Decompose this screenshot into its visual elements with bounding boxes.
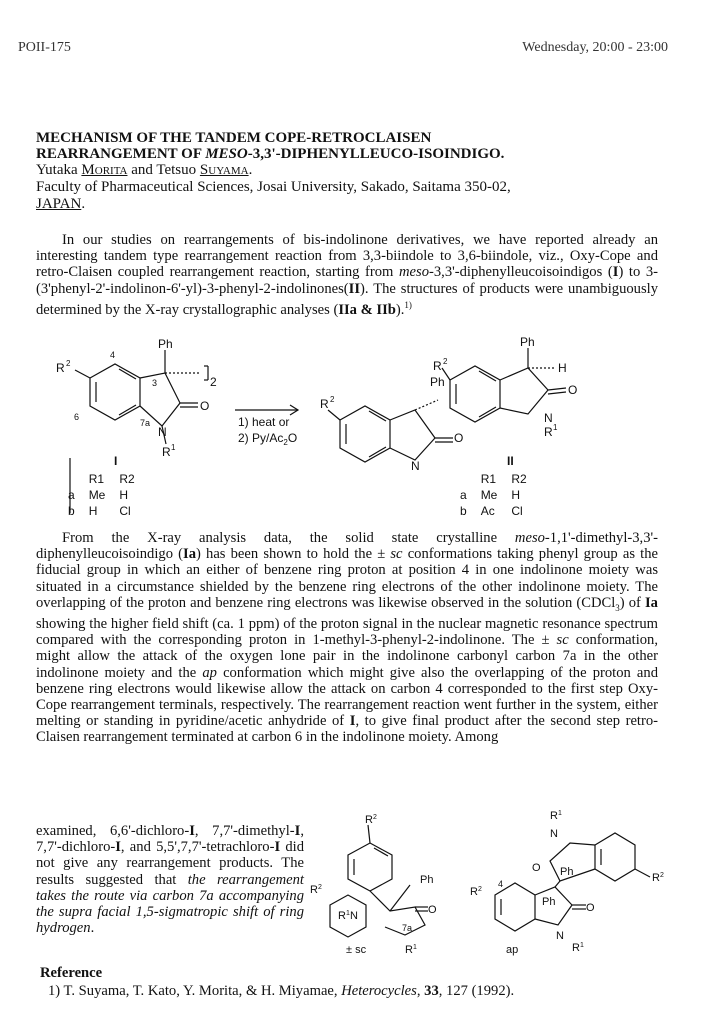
svg-text:1: 1 — [413, 944, 417, 951]
svg-text:1: 1 — [346, 910, 350, 917]
svg-text:R: R — [162, 445, 171, 459]
affiliation: Faculty of Pharmaceutical Sciences, Josai University, Sakado, Saitama 350-02, — [36, 179, 511, 195]
svg-text:3: 3 — [152, 378, 158, 388]
substituent-table-I: R1 R2 a Me H b H Cl — [60, 470, 143, 520]
paragraph-conclusion: examined, 6,6'-dichloro-I, 7,7'-dimethyl-I, 7,7'-dichloro-I, and 5,5',7,7'-tetrachloro-I did not give any rearrangement products. The results suggested that the rearrangement takes the route via carbon 7a accompanying the supra facial 1,5-sigmatropic shift of ring hydrogen. — [36, 823, 305, 937]
svg-text:Ph: Ph — [430, 375, 445, 389]
svg-text:N: N — [544, 411, 553, 425]
svg-text:R: R — [550, 810, 558, 822]
paragraph-intro: In our studies on rearrangements of bis-indolinone derivatives, we have reported already an interesting tandem type rearrangement reaction from 3,3-biindole to 3,6-biindole, viz., Oxy-Cope and retro-Claisen coupled rearrangement reaction, starting from meso-3,3'-diphenylleucoisoindigos (I) to 3-(3'phenyl-2'-indolinon-6'-yl)-3-phenyl-2-indolinones(II). The structures of products were unambiguously determined by the X-ray crystallographic analyses (IIa & IIb).$^{1)}$ — [36, 232, 658, 318]
paragraph-xray: From the X-ray analysis data, the solid state crystalline meso-1,1'-dimethyl-3,3'-diphenylleucoisoindigo (Ia) has been shown to hold the ± sc conformations taking phenyl group as the fiducial group in which an either of benzene ring proton at position 4 in one indolinone moiety was situated in a circumstance shielded by the benzene ring electrons of the other indolinone moiety. The overlapping of the proton and benzene ring electrons was likewise observed in the solution (CDCl$_3$) of Ia showing the higher field shift (ca. 1 ppm) of the proton signal in the nuclear magnetic resonance spectrum compared with the corresponding proton in 1-methyl-3-phenyl-2-indolinone. The ± sc conformation, might allow the attack of the oxygen lone pair in the indolinone carbonyl carbon 7a in the other indolinone moiety and the ap conformation which might give also the overlapping of the proton and benzene ring electrons would likewise allow the attack on carbon 4 corresponded to the first step Oxy-Cope rearrangement terminals, respectively. The rearrangement reaction went further in the system, either melting or standing in pyridine/acetic anhydride of I, to give final product after the second step retro-Claisen rearrangement terminated at carbon 6 in the indolinone moiety. Among — [36, 530, 659, 746]
svg-text:R: R — [572, 942, 580, 954]
svg-text:1: 1 — [558, 810, 562, 817]
svg-text:2: 2 — [210, 375, 217, 389]
svg-text:R: R — [405, 944, 413, 956]
table-row: a Me H — [460, 488, 521, 502]
reaction-scheme — [50, 335, 650, 478]
svg-text:N: N — [350, 910, 358, 922]
svg-text:O: O — [586, 902, 595, 914]
ph-label-I: Ph — [158, 337, 173, 351]
compound-II-label: II — [507, 454, 514, 468]
table-row: a Me H — [68, 488, 129, 502]
paper-title — [36, 130, 504, 162]
svg-text:7a: 7a — [140, 418, 151, 428]
benzene-ring-I — [90, 364, 140, 420]
svg-text:2: 2 — [318, 884, 322, 891]
table-row: b H Cl — [68, 504, 131, 518]
svg-text:1: 1 — [553, 423, 558, 432]
table-row: b Ac Cl — [460, 504, 523, 518]
author-names: Yutaka Morita and Tetsuo Suyama. — [36, 162, 253, 178]
reference-heading: Reference — [40, 965, 103, 981]
session-schedule: Wednesday, 20:00 - 23:00 — [522, 40, 668, 55]
svg-text:O: O — [428, 904, 437, 916]
conformation-scheme — [310, 810, 680, 960]
svg-text:N: N — [158, 425, 167, 439]
country: JAPAN. — [36, 196, 86, 212]
svg-text:O: O — [454, 431, 464, 445]
svg-text:R: R — [338, 910, 346, 922]
svg-text:Ph: Ph — [560, 866, 574, 878]
svg-text:R: R — [652, 872, 660, 884]
svg-text:R: R — [310, 884, 318, 896]
svg-text:R: R — [365, 814, 373, 826]
title-line-1: MECHANISM OF THE TANDEM COPE-RETROCLAISEN — [36, 130, 432, 146]
svg-text:4: 4 — [498, 879, 504, 889]
author-block — [36, 162, 511, 213]
ap-label: ap — [506, 944, 519, 956]
svg-text:2: 2 — [330, 395, 335, 404]
reagent-1: 1) heat or — [238, 415, 290, 429]
svg-text:R: R — [470, 886, 478, 898]
svg-text:2: 2 — [443, 357, 448, 366]
svg-text:N: N — [411, 459, 420, 473]
svg-text:O: O — [532, 862, 541, 874]
svg-text:7a: 7a — [402, 923, 413, 933]
svg-text:Ph: Ph — [542, 896, 556, 908]
session-code: POII-175 — [18, 40, 71, 55]
svg-text:Ph: Ph — [420, 874, 434, 886]
title-line-2: REARRANGEMENT OF MESO-3,3'-DIPHENYLLEUCO-ISOINDIGO. — [36, 146, 505, 162]
svg-text:R: R — [320, 397, 329, 411]
svg-text:N: N — [556, 930, 564, 942]
benzene-ring-IIb — [450, 366, 500, 422]
reagent-2: 2) $Py/Ac_2O$ — [238, 431, 298, 447]
reference-item: 1) T. Suyama, T. Kato, Y. Morita, & H. Miyamae, Heterocycles, 33, 127 (1992). — [48, 983, 515, 999]
svg-text:R: R — [56, 361, 65, 375]
svg-text:1: 1 — [171, 443, 176, 452]
substituent-table-II: R1 R2 a Me H b Ac Cl — [452, 470, 535, 520]
svg-text:2: 2 — [660, 872, 664, 879]
svg-text:O: O — [200, 399, 210, 413]
svg-text:4: 4 — [110, 350, 116, 360]
svg-text:O: O — [568, 383, 578, 397]
svg-text:2: 2 — [373, 814, 377, 821]
svg-text:1: 1 — [580, 942, 584, 949]
svg-text:6: 6 — [74, 412, 80, 422]
svg-text:N: N — [550, 828, 558, 840]
svg-text:2: 2 — [66, 359, 71, 368]
sc-label: ± sc — [346, 944, 367, 956]
svg-text:R: R — [544, 425, 553, 439]
benzene-ring-IIa — [340, 406, 390, 462]
svg-text:R: R — [433, 359, 442, 373]
svg-text:H: H — [558, 361, 567, 375]
compound-I-label: I — [114, 454, 118, 468]
svg-text:Ph: Ph — [520, 335, 535, 349]
svg-text:2: 2 — [478, 886, 482, 893]
